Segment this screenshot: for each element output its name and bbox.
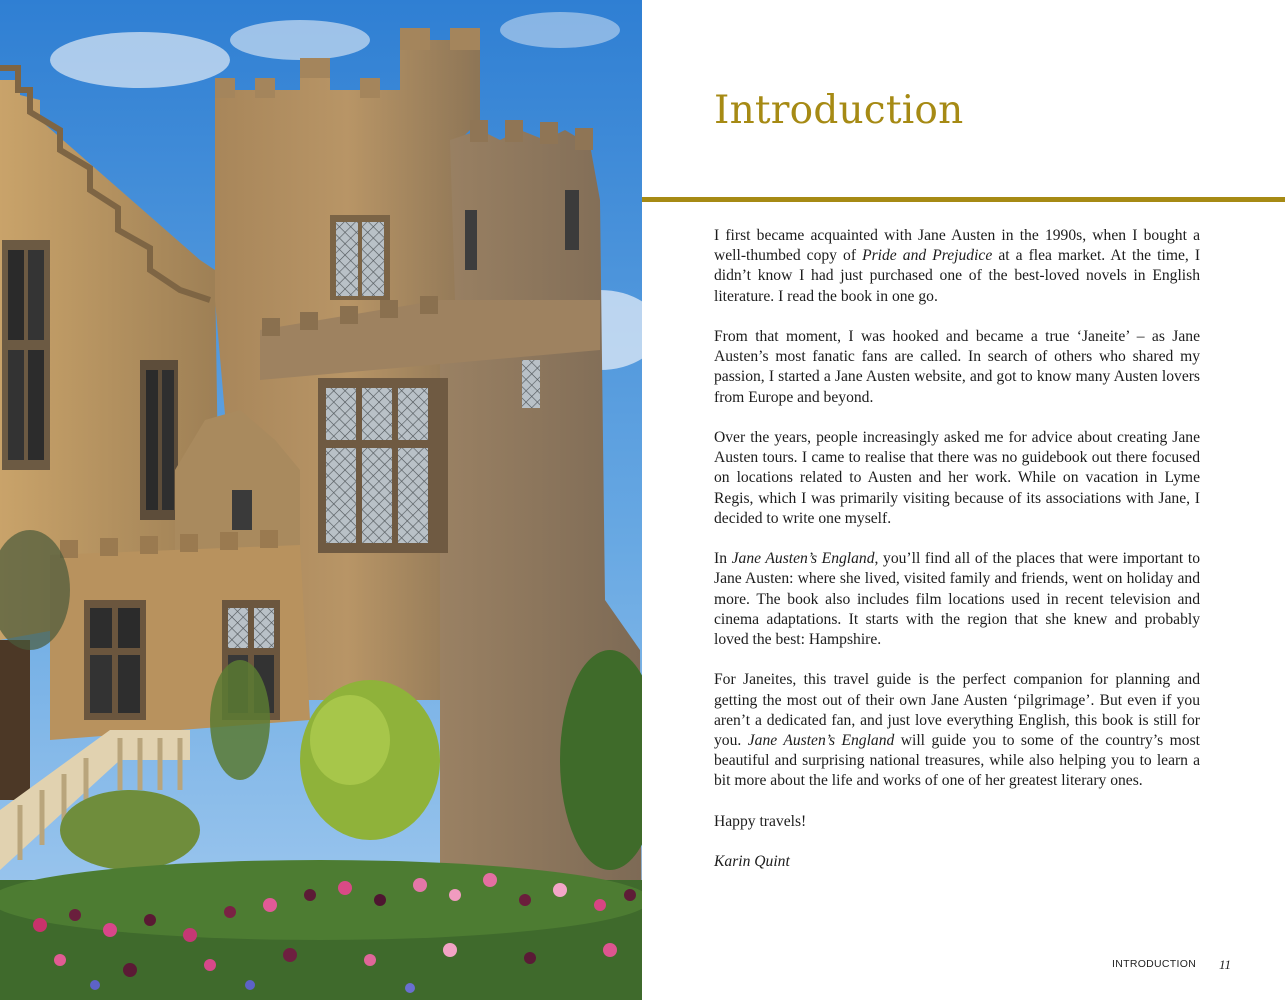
paragraph-1-text-c: at a flea market. At the time, I didn’t know I had just purchased one of the best-loved novels in English literature. I read the book in one go. [714, 247, 1201, 305]
book-title-jane-austens-england-2: Jane Austen’s England [747, 732, 895, 750]
author-signature: Karin Quint [714, 853, 790, 871]
paragraph-1 [714, 226, 1200, 307]
closing-line: Happy travels! [714, 812, 807, 830]
paragraph-5 [714, 670, 1200, 791]
paragraph-1-text-a: I first became acquainted with Jane Austen in the 1990s, when I bought a well-thumbed copy of [714, 227, 1200, 265]
book-title-pride-and-prejudice: Pride and Prejudice [862, 247, 993, 265]
paragraph-2: From that moment, I was hooked and became a true ‘Janeite’ – as Jane Austen’s most fanatic fans are called. In search of others who shared my passion, I started a Jane Austen website, and got to know many Austen lovers from Europe and beyond. [714, 328, 1200, 406]
castle-photo [0, 0, 642, 1000]
book-title-jane-austens-england: Jane Austen’s England [731, 550, 875, 568]
page-title: Introduction [714, 88, 964, 134]
paragraph-5-text-c: will guide you to some of the country’s most beautiful and surprising national treasures, while also helping you to learn a bit more about the life and works of one of her greatest literary ones. [714, 732, 1201, 790]
text-page [642, 0, 1285, 1000]
paragraph-3: Over the years, people increasingly asked me for advice about creating Jane Austen tours. I came to realise that there was no guidebook out there focused on locations related to Austen and her work. While on vacation in Lyme Regis, which I was primarily visiting because of its associations with Jane, I decided to write one myself. [714, 429, 1200, 527]
paragraph-4-text-a: In [714, 550, 732, 568]
body-text [714, 226, 1200, 893]
running-footer-section: INTRODUCTION [1112, 958, 1197, 970]
paragraph-4 [714, 549, 1200, 650]
paragraph-5-text-a: For Janeites, this travel guide is the perfect companion for planning and getting the most out of their own Jane Austen ‘pilgrimage’. But even if you aren’t a dedicated fan, and just love everything English, this book is still for you. [714, 671, 1200, 750]
paragraph-4-text-c: , you’ll find all of the places that were important to Jane Austen: where she lived, visited family and friends, went on holiday and more. The book also includes film locations used in recent television and cinema adaptations. It starts with the region that she knew and probably loved the best: Hampshire. [714, 550, 1200, 649]
page-number: 11 [1219, 957, 1232, 972]
title-divider [642, 197, 1285, 202]
